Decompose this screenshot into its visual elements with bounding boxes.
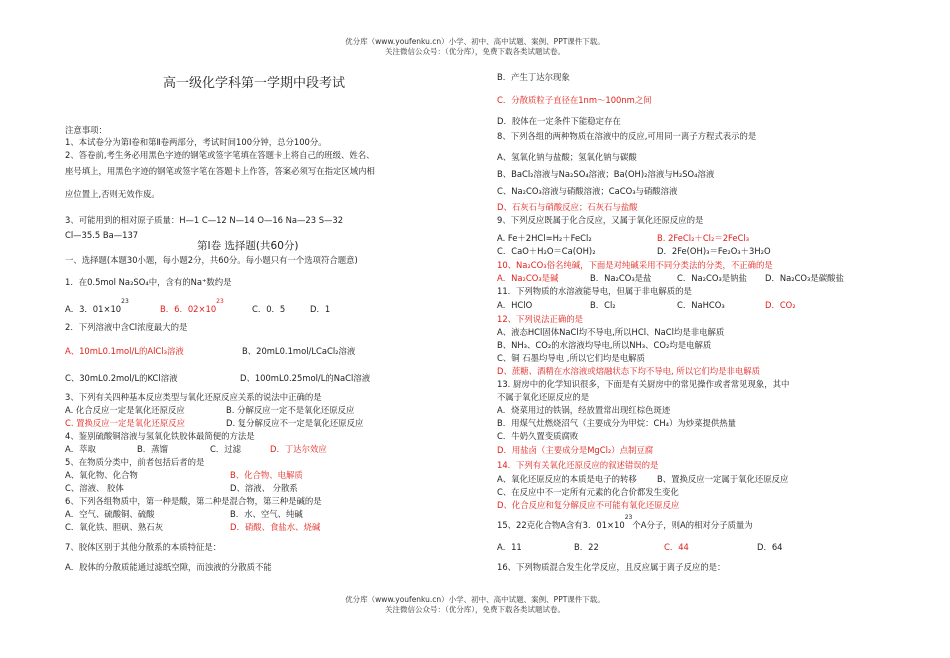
q2-option-c: C、30mL0.2mol/L的KCl溶液	[65, 373, 178, 383]
q8-option-d: D、石灰石与硝酸反应；石灰石与盐酸	[497, 202, 638, 212]
q4-option-d: D．丁达尔效应	[270, 444, 327, 454]
question-15: 15、22克化合物A含有3．$01\times 10^{23}$个A分子，则A的相对分子质量为	[497, 514, 753, 530]
top-banner-line1: 优分库（www.youfenku.cn）小学、初中、高中试题、案例、PPT课件下载。	[345, 37, 605, 46]
question-11: 11．下列物质的水溶液能导电，但属于非电解质的是	[497, 286, 692, 296]
q1-option-b: B．6．$02\times 10^{23}$	[160, 298, 224, 314]
question-1: 1．在0.5mol Na₂SO₄中，含有的Na⁺数约是	[65, 277, 232, 287]
q7-option-d: D．胶体在一定条件下能稳定存在	[497, 116, 621, 126]
q2-option-b: B、20mL0.1mol/LCaCl₂溶液	[242, 346, 356, 356]
q5-option-b: B、化合物、电解质	[230, 470, 303, 480]
q14-option-d: D、化合反应和复分解反应不可能有氧化还原反应	[497, 500, 680, 510]
q10-option-a: A．Na₂CO₃是碱	[497, 273, 559, 283]
question-12: 12、下列说法正确的是	[497, 314, 584, 324]
q7-option-c: C．分散质粒子直径在1nm～100nm之间	[497, 95, 652, 105]
note-1: 1、本试卷分为第Ⅰ卷和第Ⅱ卷两部分，考试时间100分钟，总分100分。	[65, 137, 327, 147]
q5-option-c: C、溶液、 胶体	[65, 483, 124, 493]
q9-option-d: D．2Fe(OH)₃＝Fe₂O₃＋3H₂O	[657, 246, 771, 256]
q3-option-a: A. 化合反应一定是氧化还原反应	[65, 405, 185, 415]
exam-title: 高一级化学科第一学期中段考试	[163, 76, 346, 91]
q12-option-d: D、蔗糖、酒精在水溶液或熔融状态下均不导电, 所以它们均是非电解质	[497, 366, 761, 376]
note-2b: 座号填上，用黑色字迹的钢笔或签字笔在答题卡上作答，答案必须写在指定区域内相	[65, 166, 375, 176]
question-2: 2．下列溶液中含Cl浓度最大的是	[65, 322, 188, 332]
question-13: 13. 厨房中的化学知识很多，下面是有关厨房中的常见操作或者常见现象，其中	[497, 379, 790, 389]
q11-option-c: C．NaHCO₃	[677, 300, 725, 310]
left-column	[65, 0, 475, 658]
q10-option-c: C．Na₂CO₃是钠盐	[677, 273, 747, 283]
q4-option-c: C．过滤	[210, 444, 241, 454]
q6-option-a: A．空气、硫酸铜、硫酸	[65, 509, 155, 519]
question-3: 3、下列有关四种基本反应类型与氧化还原反应关系的说法中正确的是	[65, 392, 322, 402]
question-8: 8、下列各组的两种物质在溶液中的反应,可用同一离子方程式表示的是	[497, 131, 757, 141]
bottom-banner-line2: 关注微信公众号：（优分库），免费下载各类试题试卷。	[385, 605, 565, 614]
q6-option-d: D．硝酸、食盐水、烧碱	[230, 522, 321, 532]
q7-option-b: B．产生丁达尔现象	[497, 72, 570, 82]
q15-option-c: C．44	[664, 542, 689, 552]
q13-option-c: C．牛奶久置变质腐败	[497, 431, 579, 441]
q13-option-b: B．用煤气灶燃烧沼气（主要成分为甲烷：CH₄）为炒菜提供热量	[497, 418, 736, 428]
bottom-banner-line1: 优分库（www.youfenku.cn）小学、初中、高中试题、案例、PPT课件下载。	[345, 595, 605, 604]
q1-option-c: C．0．5	[252, 304, 286, 314]
q15-option-a: A．11	[497, 542, 522, 552]
q8-option-a: A、氢氧化钠与盐酸；氢氧化钠与碳酸	[497, 152, 637, 162]
q12-option-b: B、NH₃、CO₂的水溶液均导电,所以NH₃、CO₂均是电解质	[497, 340, 712, 350]
q2-option-d: D、100mL0.25mol/L的NaCl溶液	[240, 373, 371, 383]
note-2a: 2、答卷前,考生务必用黑色字迹的钢笔或签字笔填在答题卡上将自己的班级、姓名、	[65, 150, 375, 160]
q8-option-c: C、Na₂CO₃溶液与硝酸溶液；CaCO₃与硝酸溶液	[497, 186, 678, 196]
q5-option-a: A、氧化物、化合物	[65, 470, 138, 480]
note-3b: Cl—35.5 Ba—137	[65, 230, 139, 240]
bottom-banner	[0, 595, 950, 615]
question-13-cont: 不属于氧化还原反应的是	[497, 392, 590, 402]
notes-heading: 注意事项：	[65, 125, 107, 135]
q2-option-a: A、10mL0.1mol/L的AlCl₃溶液	[65, 346, 184, 356]
q1-option-a: A．3．$01\times 10^{23}$	[65, 298, 129, 314]
q14-option-c: C、在反应中不一定所有元素的化合价都发生变化	[497, 487, 679, 497]
q3-option-d: D. 复分解反应不一定是氧化还原反应	[226, 418, 364, 428]
q9-option-c: C．CaO＋H₂O＝Ca(OH)₂	[497, 246, 596, 256]
q11-option-a: A．HClO	[497, 300, 533, 310]
q13-option-d: D．用盐卤（主要成分是MgCl₂）点制豆腐	[497, 445, 654, 455]
q12-option-c: C、铜 石墨均导电 ,所以它们均是电解质	[497, 353, 645, 363]
q1-option-d: D．1	[310, 304, 331, 314]
q14-option-a: A、氧化还原反应的本质是电子的转移	[497, 474, 637, 484]
note-3a: 3、可能用到的相对原子质量：H—1 C—12 N—14 O—16 Na—23 S—32	[65, 215, 344, 225]
q14-option-b: B、置换反应一定属于氧化还原反应	[657, 474, 789, 484]
q6-option-c: C．氧化铁、胆矾、熟石灰	[65, 522, 163, 532]
top-banner-line2: 关注微信公众号：（优分库），免费下载各类试题试卷。	[385, 47, 565, 56]
q3-option-b: B. 分解反应一定不是氧化还原反应	[226, 405, 355, 415]
q5-option-d: D、溶液、 分散系	[230, 483, 298, 493]
q11-option-b: B．Cl₂	[590, 300, 616, 310]
question-14: 14．下列有关氧化还原反应的叙述错误的是	[497, 460, 659, 470]
question-7: 7、胶体区别于其他分散系的本质特征是：	[65, 542, 222, 552]
q6-option-b: B．水、空气、纯碱	[230, 509, 303, 519]
note-2c: 应位置上,否则无效作废。	[65, 189, 160, 199]
q4-option-b: B．蒸馏	[137, 444, 168, 454]
q15-option-b: B．22	[574, 542, 599, 552]
question-4: 4、鉴别硫酸铜溶液与氢氧化铁胶体最简便的方法是	[65, 431, 255, 441]
question-9: 9、下列反应既属于化合反应，又属于氧化还原反应的是	[497, 215, 704, 225]
section-intro: 一、选择题(本题30小题，每小题2分，共60分。每小题只有一个选项符合题意)	[65, 255, 358, 265]
q15-option-d: D．64	[757, 542, 783, 552]
q9-option-b: B. 2FeCl₂＋Cl₂＝2FeCl₃	[657, 233, 750, 243]
q13-option-a: A．烧菜用过的铁锅，经放置常出现红棕色斑迹	[497, 405, 671, 415]
q12-option-a: A、液态HCl固体NaCl均不导电,所以HCl、NaCl均是非电解质	[497, 327, 725, 337]
q4-option-a: A．萃取	[65, 444, 96, 454]
q10-option-b: B．Na₂CO₃是盐	[590, 273, 652, 283]
question-6: 6、下列各组物质中，第一种是酸，第二种是混合物，第三种是碱的是	[65, 496, 322, 506]
q11-option-d: D．CO₂	[765, 300, 796, 310]
section-title: 第Ⅰ卷 选择题(共60分)	[197, 240, 299, 252]
q3-option-c: C. 置换反应一定是氧化还原反应	[65, 418, 186, 428]
q10-option-d: D．Na₂CO₃是碳酸盐	[765, 273, 844, 283]
question-16: 16、下列物质混合发生化学反应，且反应属于离子反应的是：	[497, 562, 726, 572]
q7-option-a: A．胶体的分散质能通过滤纸空隙，而浊液的分散质不能	[65, 562, 272, 572]
question-5: 5、在物质分类中，前者包括后者的是	[65, 457, 205, 467]
q8-option-b: B、BaCl₂溶液与Na₂SO₄溶液；Ba(OH)₂溶液与H₂SO₄溶液	[497, 169, 715, 179]
right-column	[497, 0, 907, 658]
question-10: 10、Na₂CO₃俗名纯碱，下面是对纯碱采用不同分类法的分类，不正确的是	[497, 260, 773, 270]
q9-option-a: A. Fe＋2HCl=H₂＋FeCl₂	[497, 233, 592, 243]
